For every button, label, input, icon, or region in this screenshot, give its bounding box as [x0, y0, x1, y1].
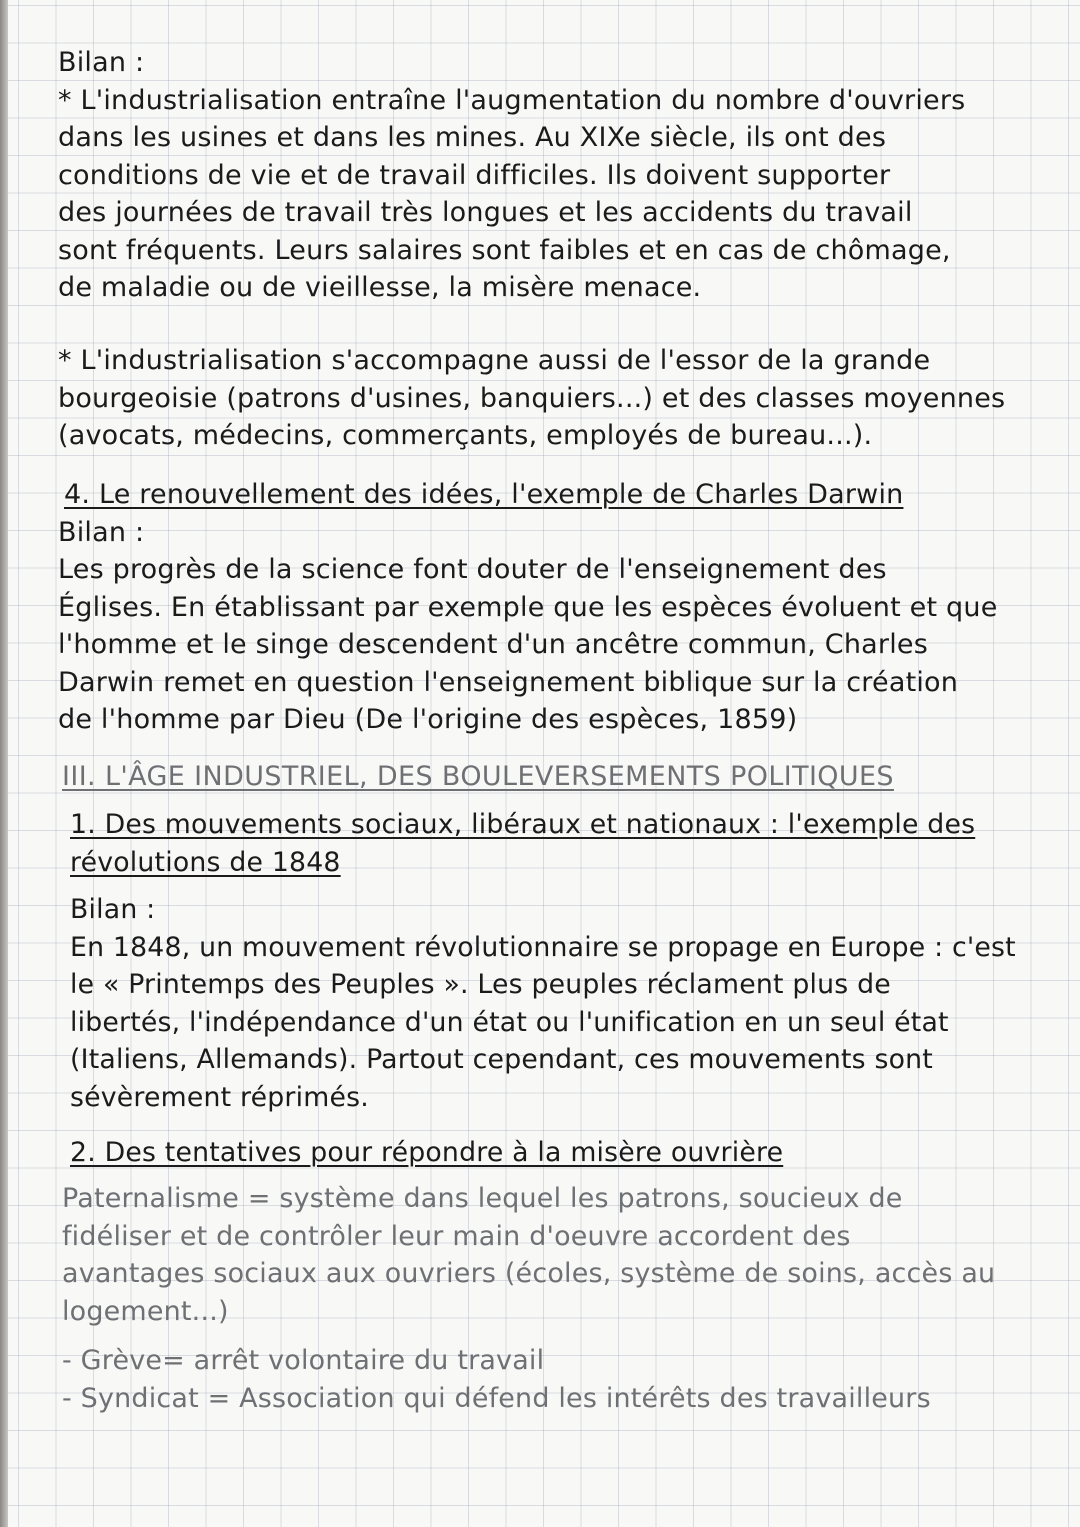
text-line: des journées de travail très longues et les accidents du travail: [58, 197, 913, 228]
text-line: Darwin remet en question l'enseignement biblique sur la création: [58, 666, 959, 698]
text-line: le « Printemps des Peuples ». Les peuples réclament plus de: [70, 969, 891, 1000]
section-heading: 4. Le renouvellement des idées, l'exemple de Charles Darwin: [64, 479, 904, 510]
section-heading: révolutions de 1848: [70, 846, 341, 878]
page-edge: [0, 0, 8, 1527]
text-line: conditions de vie et de travail difficiles. Ils doivent supporter: [58, 159, 891, 191]
text-line: Les progrès de la science font douter de l'enseignement des: [58, 554, 887, 585]
text-line: (avocats, médecins, commerçants, employés de bureau...).: [58, 420, 873, 451]
text-line: sont fréquents. Leurs salaires sont faibles et en cas de chômage,: [58, 234, 951, 266]
bilan-industrialisation: [58, 44, 1058, 307]
section-heading: 2. Des tentatives pour répondre à la misère ouvrière: [70, 1137, 784, 1168]
definition-line: Paternalisme = système dans lequel les patrons, soucieux de: [62, 1183, 903, 1214]
term-line: - Syndicat = Association qui défend les intérêts des travailleurs: [62, 1382, 931, 1414]
text-line: dans les usines et dans les mines. Au XIXe siècle, ils ont des: [58, 122, 887, 153]
part-title: [62, 758, 1062, 796]
definitions: [62, 1180, 1062, 1417]
term-line: - Grève= arrêt volontaire du travail: [62, 1345, 545, 1376]
definition-line: avantages sociaux aux ouvriers (écoles, système de soins, accès au: [62, 1258, 996, 1289]
bilan-label: Bilan :: [58, 47, 145, 78]
text-line: sévèrement réprimés.: [70, 1081, 369, 1113]
section-1848: [70, 806, 1070, 1116]
bilan-bourgeoisie: [58, 342, 1058, 455]
bilan-label: Bilan :: [58, 516, 145, 548]
section-darwin: [58, 476, 1058, 739]
text-line: (Italiens, Allemands). Partout cependant, ces mouvements sont: [70, 1044, 933, 1075]
text-line: Églises. En établissant par exemple que les espèces évoluent et que: [58, 591, 998, 623]
section-misere-ouvriere: [70, 1134, 1070, 1172]
text-line: de maladie ou de vieillesse, la misère menace.: [58, 272, 702, 303]
definition-line: logement...): [62, 1295, 229, 1327]
text-line: * L'industrialisation s'accompagne aussi de l'essor de la grande: [58, 345, 931, 376]
definition-line: fidéliser et de contrôler leur main d'oeuvre accordent des: [62, 1220, 851, 1252]
text-line: En 1848, un mouvement révolutionnaire se propage en Europe : c'est: [70, 931, 1016, 963]
text-line: bourgeoisie (patrons d'usines, banquiers...) et des classes moyennes: [58, 382, 1006, 414]
part-title-text: III. L'ÂGE INDUSTRIEL, DES BOULEVERSEMENTS POLITIQUES: [62, 761, 894, 792]
text-line: l'homme et le singe descendent d'un ancêtre commun, Charles: [58, 629, 928, 660]
section-heading: 1. Des mouvements sociaux, libéraux et nationaux : l'exemple des: [70, 809, 976, 840]
text-line: * L'industrialisation entraîne l'augmentation du nombre d'ouvriers: [58, 84, 966, 116]
text-line: de l'homme par Dieu (De l'origine des espèces, 1859): [58, 704, 798, 735]
text-line: libertés, l'indépendance d'un état ou l'unification en un seul état: [70, 1006, 949, 1038]
bilan-label: Bilan :: [70, 894, 156, 925]
